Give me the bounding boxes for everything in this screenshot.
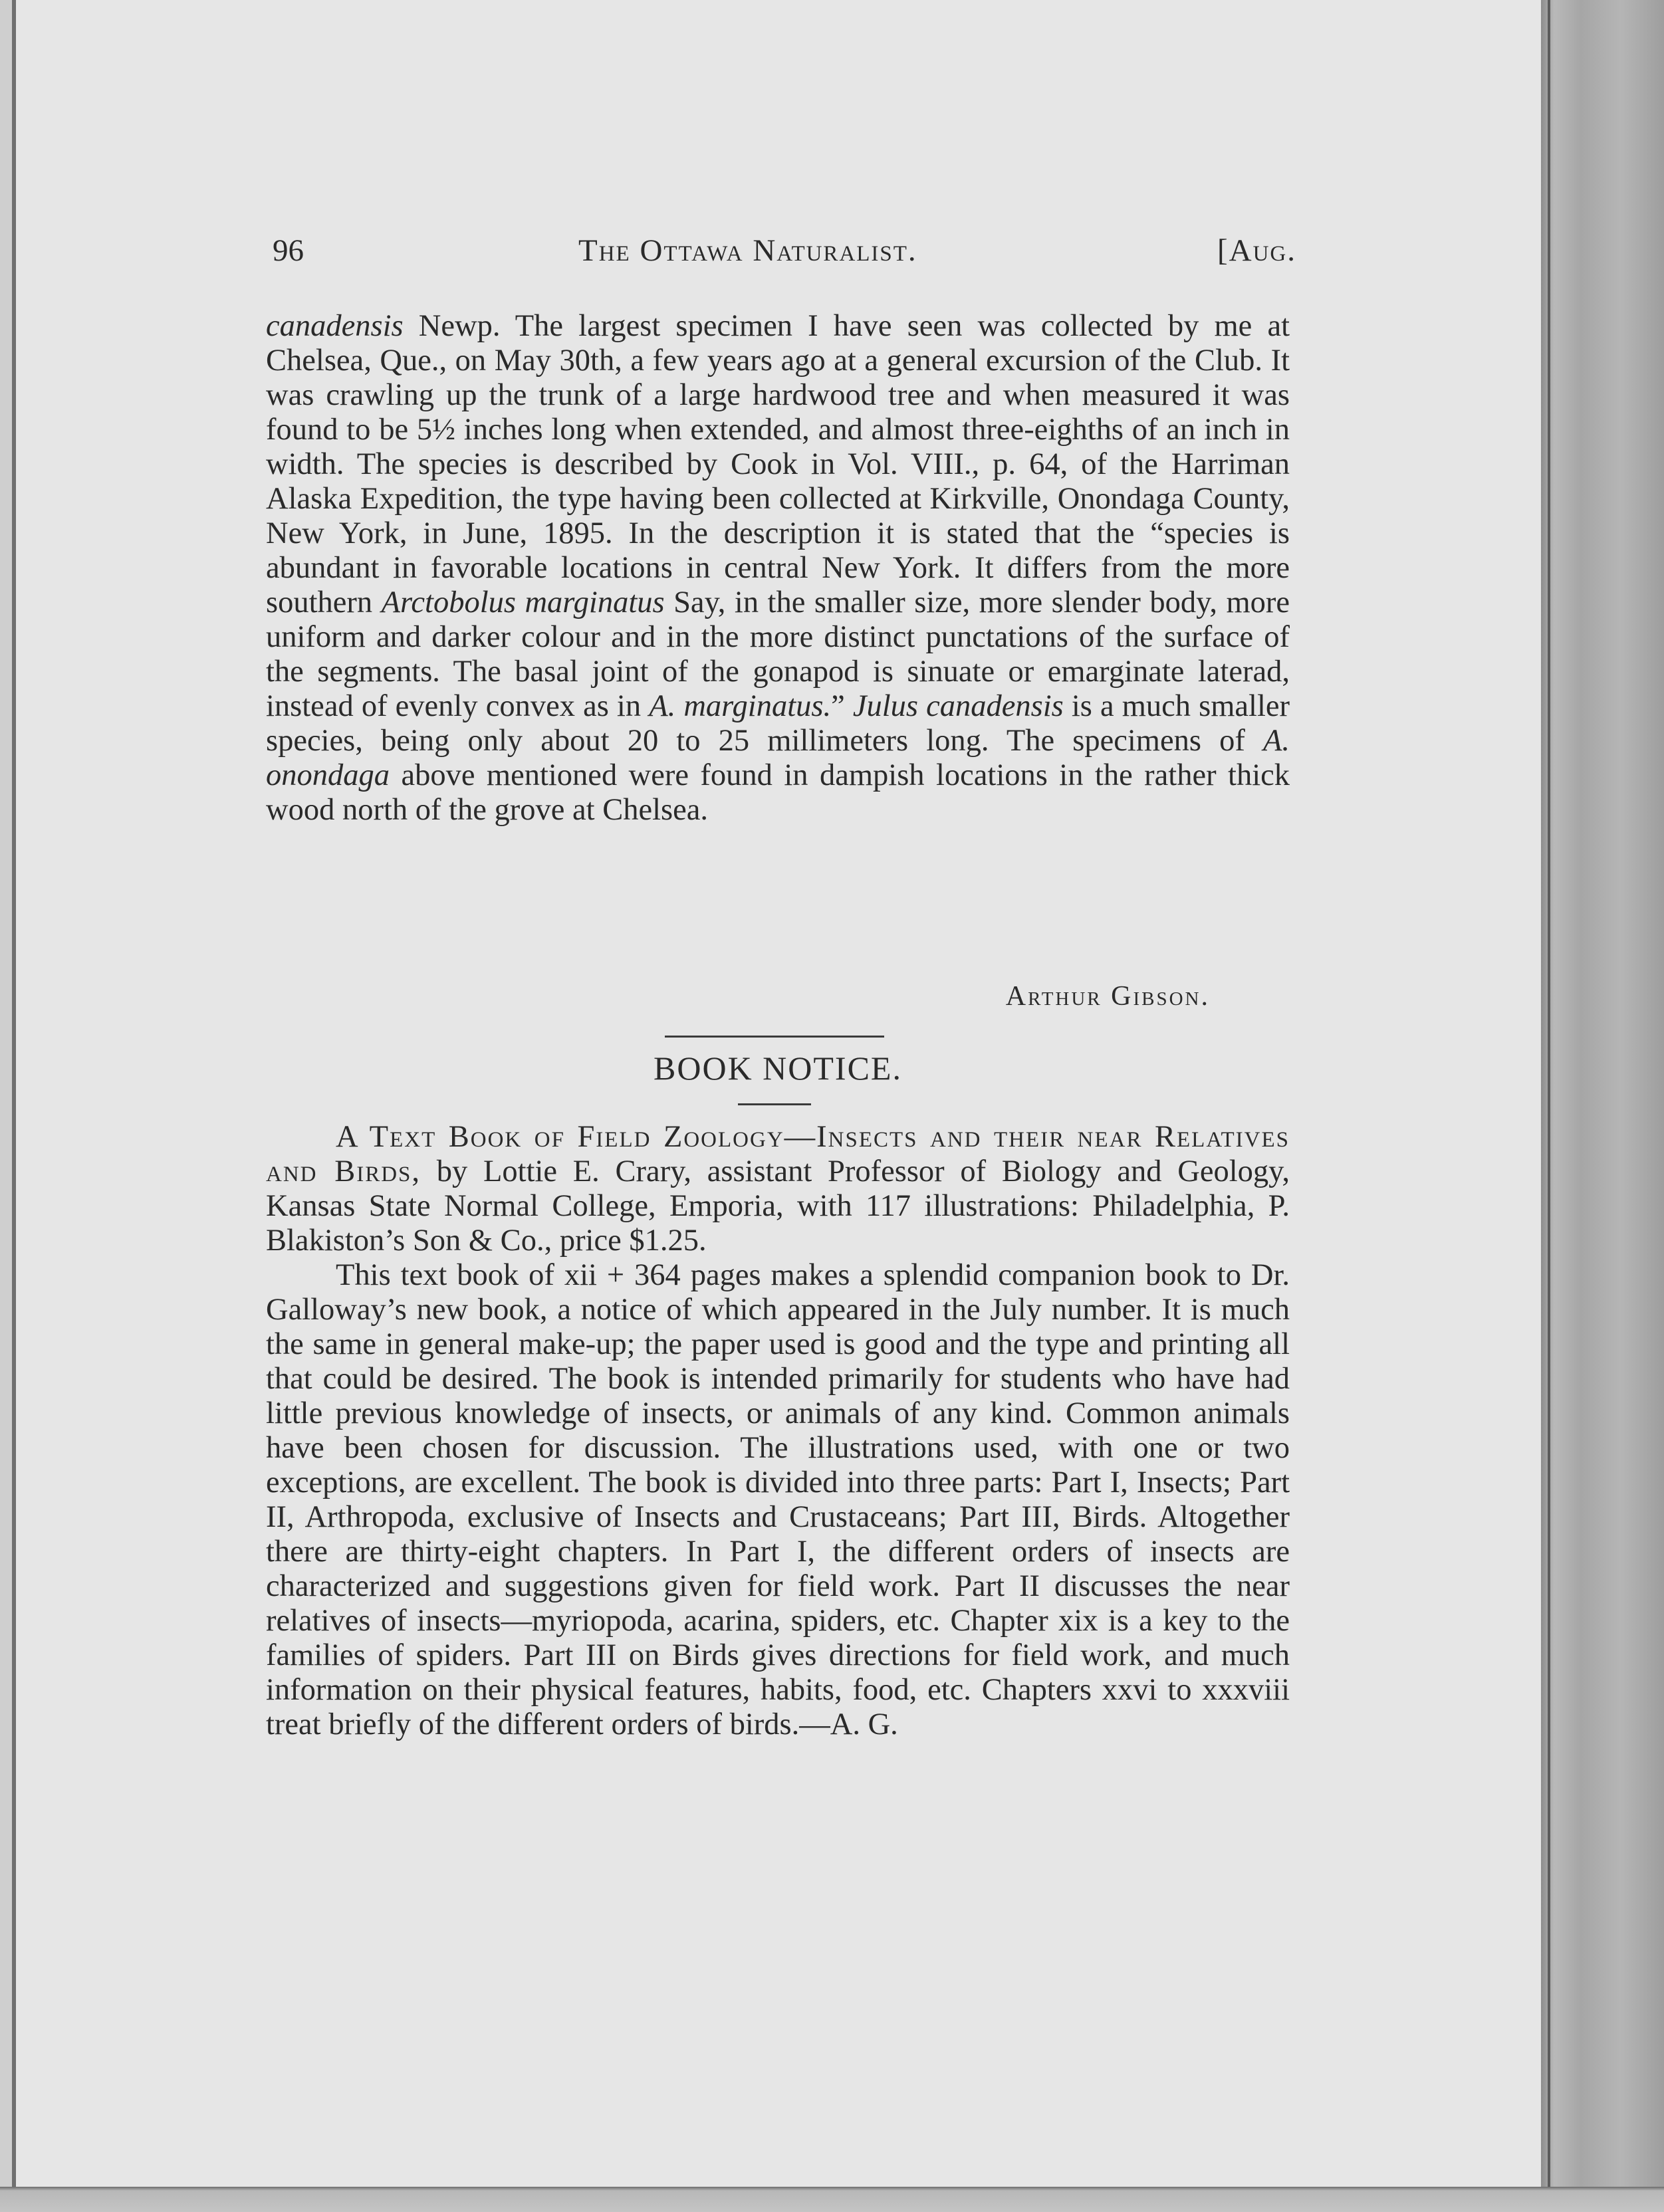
page-edge-right <box>1541 0 1664 2212</box>
review-paragraph: This text book of xii + 364 pages makes a splendid companion book to Dr. Galloway’s new book, a notice of which appeared in the July number. It is much the same in general make-up; the paper used is good and the type and printing all that could be desired. The book is intended primarily for students who have had little previous knowledge of insects, or animals of any kind. Common animals have been chosen for discussion. The illustrations used, with one or two exceptions, are excellent. The book is divided into three parts: Part I, Insects; Part II, Arthropoda, exclusive of Insects and Crustaceans; Part III, Birds. Altogether there are thirty-eight chapters. In Part I, the different orders of insects are characterized and suggestions given for field work. Part II discusses the near relatives of insects—myriopoda, acarina, spiders, etc. Chapter xix is a key to the families of spiders. Part III on Birds gives directions for field work, and much information on their physical features, habits, food, etc. Chapters xxvi to xxxviii treat briefly of the different orders of birds.—A. G. <box>266 1258 1290 1741</box>
article-continuation <box>266 309 1290 828</box>
paragraph-text: is a much smaller species, being only about 20 to 25 millimeters long. The specimens of <box>266 689 1290 758</box>
journal-title: The Ottawa Naturalist. <box>578 233 917 268</box>
species-name: canadensis <box>266 309 404 343</box>
author-signature: Arthur Gibson. <box>1005 981 1210 1012</box>
book-citation <box>266 1120 1290 1258</box>
section-heading: BOOK NOTICE. <box>654 1050 902 1087</box>
paragraph-text: Newp. The largest specimen I have seen was collected by me at Chelsea, Que., on May 30th, a few years ago at a general excursion of the Club. It was crawling up the trunk of a large hardwood tree and when measured it was found to be 5½ inches long when extended, and almost three-eighths of an inch in width. The species is described by Cook in Vol. VIII., p. 64, of the Harriman Alaska Expedition, the type having been collected at Kirkville, Onondaga County, New York, in June, 1895. In the description it is stated that the “species is abundant in favorable locations in central New York. It differs from the more southern <box>266 309 1290 619</box>
species-name: A. onondaga <box>266 724 1290 792</box>
species-name: Arctobolus marginatus <box>381 586 665 619</box>
section-divider <box>665 1036 884 1038</box>
running-head <box>273 233 1296 273</box>
species-name: Julus canadensis <box>852 689 1064 723</box>
species-name: A. marginatus. <box>649 689 832 723</box>
paragraph-text: above mentioned were found in dampish locations in the rather thick wood north of the grove at Chelsea. <box>266 758 1290 827</box>
page-edge-bottom <box>0 2187 1664 2212</box>
book-title: A Text Book of Field Zoology—Insects and their near Relatives and Birds, <box>266 1120 1290 1188</box>
binding-shadow-line <box>1548 0 1550 2212</box>
page-number: 96 <box>273 233 304 268</box>
citation-text: by Lottie E. Crary, assistant Professor of Biology and Geology, Kansas State Normal College, Emporia, with 117 illustrations: Philadelphia, P. Blakiston’s Son & Co., price $1.25. <box>266 1155 1290 1258</box>
heading-rule <box>738 1103 811 1105</box>
article-paragraph <box>266 309 1290 828</box>
paragraph-text: Say, in the smaller size, more slender body, more uniform and darker colour and in the more distinct punctations of the surface of the segments. The basal joint of the gonapod is sinuate or emarginate laterad, instead of evenly convex as in <box>266 586 1290 723</box>
issue-month: [Aug. <box>1217 233 1296 268</box>
book-notice-body <box>266 1120 1290 1742</box>
paragraph-text: ” <box>831 689 853 723</box>
